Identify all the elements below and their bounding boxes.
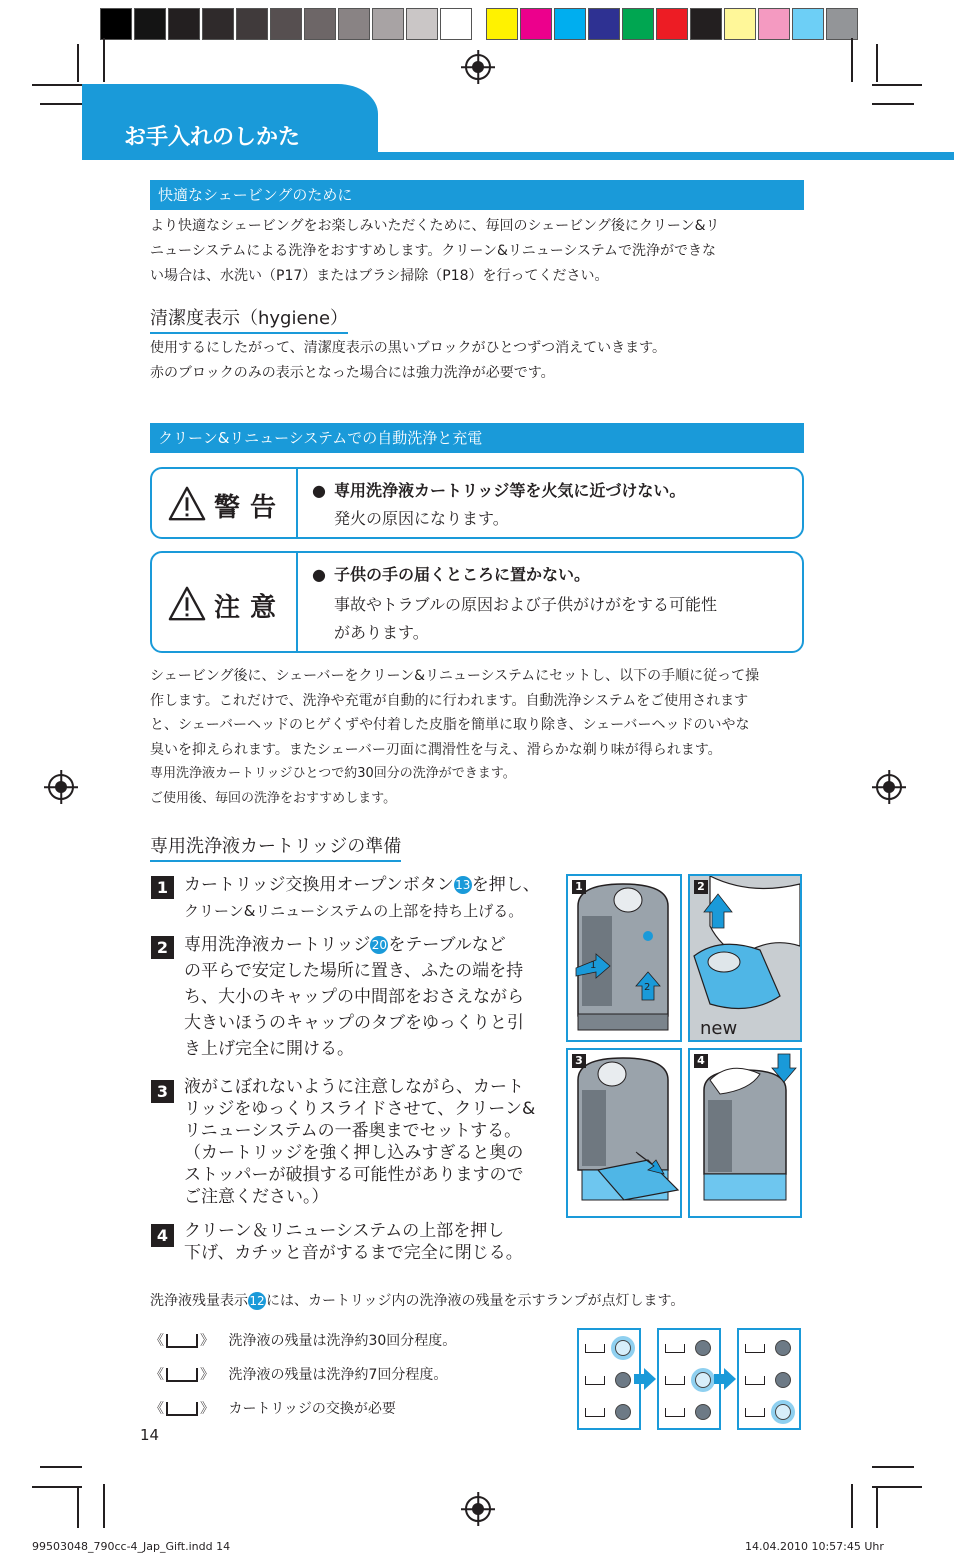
- lamp-icon: [615, 1340, 631, 1356]
- footer-file: 99503048_790cc-4_Jap_Gift.indd 14: [32, 1540, 231, 1553]
- crop-mark: [872, 1486, 922, 1488]
- hygiene-heading: 清潔度表示（hygiene）: [150, 304, 348, 334]
- crop-mark: [872, 1466, 914, 1468]
- crop-mark: [40, 1466, 82, 1468]
- crop-mark: [876, 1488, 878, 1528]
- crop-mark: [77, 1488, 79, 1528]
- step-2-text: [184, 932, 524, 1062]
- color-swatch: [202, 8, 234, 40]
- caution-body: [334, 591, 717, 647]
- text-line: 洗浄液残量表示: [150, 1293, 248, 1309]
- text-line: 使用するにしたがって、清潔度表示の黒いブロックがひとつずつ消えていきます。: [150, 340, 667, 356]
- registration-mark-icon: [876, 774, 902, 800]
- text-line: 臭いを抑えられます。またシェーバー刃面に潤滑性を与え、滑らかな剃り味が得られます。: [150, 741, 722, 758]
- step-number: 3: [151, 1080, 174, 1103]
- bracket: 》: [200, 1333, 214, 1349]
- color-swatch: [372, 8, 404, 40]
- level-icon: [745, 1376, 765, 1385]
- step-4-text: [184, 1220, 523, 1264]
- text-line: ニューシステムによる洗浄をおすすめします。クリーン&リニューシステムで洗浄ができな: [150, 243, 717, 259]
- text-line: を押し、: [471, 875, 540, 895]
- level-icon: [665, 1408, 685, 1417]
- section-heading-shaving: 快適なシェービングのために: [150, 180, 804, 210]
- color-swatch: [622, 8, 654, 40]
- panel-number: 4: [694, 1054, 708, 1068]
- level-icon: [585, 1376, 605, 1385]
- caution-label: 注意: [214, 593, 287, 623]
- swatch-gap: [474, 8, 486, 42]
- indicator-row: [665, 1338, 715, 1358]
- warning-box: [150, 467, 804, 539]
- level-row-30: [150, 1330, 456, 1350]
- level-icon: [745, 1344, 765, 1353]
- crop-mark: [872, 84, 922, 86]
- bracket: 《: [150, 1401, 164, 1417]
- color-swatch: [486, 8, 518, 40]
- color-swatch: [168, 8, 200, 40]
- text-line: 事故やトラブルの原因および子供がけがをする可能性: [334, 595, 718, 614]
- warning-triangle-icon: [168, 485, 206, 523]
- text-line: き上げ完全に開ける。: [184, 1039, 354, 1059]
- indicator-row: [585, 1338, 635, 1358]
- text-line: ち、大小のキャップの中間部をおさえながら: [184, 987, 524, 1007]
- lamp-icon: [695, 1404, 711, 1420]
- hygiene-paragraph: [150, 336, 806, 386]
- ref-number-icon: 20: [371, 938, 387, 952]
- illustration-panel-4: [688, 1048, 802, 1218]
- text-line: 赤のブロックのみの表示となった場合には強力洗浄が必要です。: [150, 365, 555, 381]
- color-calibration-bar: [100, 8, 860, 42]
- indicator-row: [745, 1338, 795, 1358]
- color-swatch: [724, 8, 756, 40]
- text-line: 大きいほうのキャップのタブをゆっくりと引: [184, 1013, 524, 1033]
- bracket: 》: [200, 1401, 214, 1417]
- color-swatch: [406, 8, 438, 40]
- indicator-row: [665, 1402, 715, 1422]
- crop-mark: [103, 38, 105, 82]
- level-empty-icon: [166, 1402, 198, 1416]
- text-line: シェービング後に、シェーバーをクリーン&リニューシステムにセットし、以下の手順に従って操: [150, 668, 760, 684]
- color-swatch: [758, 8, 790, 40]
- level-icon: [665, 1376, 685, 1385]
- lamp-icon: [695, 1340, 711, 1356]
- bracket: 《: [150, 1367, 164, 1383]
- text-line: ご使用後、毎回の洗浄をおすすめします。: [150, 790, 397, 806]
- text-line: の平らで安定した場所に置き、ふたの端を持: [184, 961, 524, 981]
- color-swatch: [338, 8, 370, 40]
- indicator-panel-2: [657, 1328, 721, 1430]
- registration-mark-icon: [465, 1496, 491, 1522]
- color-swatch: [520, 8, 552, 40]
- text-line: カートリッジ交換用オープンボタン: [184, 875, 454, 895]
- cartridge-insert-illustration: [568, 1050, 680, 1216]
- color-swatch: [690, 8, 722, 40]
- cartridge-opening-illustration: [690, 876, 800, 1040]
- text-line: 作します。これだけで、洗浄や充電が自動的に行われます。自動洗浄システムをご使用されます: [150, 692, 749, 709]
- crop-mark: [32, 1486, 82, 1488]
- text-line: ストッパーが破損する可能性がありますので: [184, 1165, 524, 1185]
- step-3-text: [184, 1076, 535, 1208]
- panel-number: 3: [572, 1054, 586, 1068]
- step-number: 1: [151, 876, 174, 899]
- registration-mark-icon: [48, 774, 74, 800]
- text-line: リニューシステムの一番奥までセットする。: [184, 1121, 522, 1141]
- indicator-row: [745, 1402, 795, 1422]
- level-description: 洗浄液の残量は洗浄約7回分程度。: [228, 1367, 448, 1383]
- warning-title: 専用洗浄液カートリッジ等を火気に近づけない。: [334, 481, 686, 500]
- registration-mark-icon: [465, 54, 491, 80]
- level-row-7: [150, 1364, 447, 1384]
- text-line: 下げ、カチッと音がするまで完全に閉じる。: [184, 1243, 523, 1263]
- text-line: より快適なシェービングをお楽しみいただくために、毎回のシェービング後にクリーン&リ: [150, 218, 720, 234]
- color-swatch: [134, 8, 166, 40]
- illustration-panel-3: [566, 1048, 682, 1218]
- color-swatch: [588, 8, 620, 40]
- level-intro: [150, 1290, 684, 1310]
- text-line: い場合は、水洗い（P17）またはブラシ掃除（P18）を行ってください。: [150, 268, 609, 284]
- panel-number: 2: [694, 880, 708, 894]
- text-line: クリーン＆リニューシステムの上部を押し: [184, 1221, 505, 1241]
- warning-body: 発火の原因になります。: [334, 509, 509, 528]
- color-swatch: [304, 8, 336, 40]
- arrow-label: 2: [644, 982, 651, 993]
- caution-triangle-icon: [168, 585, 206, 623]
- arrow-label: 1: [590, 960, 597, 971]
- text-line: リッジをゆっくりスライドさせて、クリーン&: [184, 1099, 536, 1119]
- arrow-right-icon: [724, 1368, 736, 1390]
- crop-mark: [851, 38, 853, 82]
- step-number: 4: [151, 1224, 174, 1247]
- shaving-paragraph: [150, 214, 806, 289]
- lamp-icon: [775, 1340, 791, 1356]
- crop-mark: [851, 1484, 853, 1528]
- text-line: をテーブルなど: [388, 935, 506, 955]
- cleaning-station-open-illustration: [568, 876, 680, 1040]
- level-icon: [585, 1408, 605, 1417]
- color-swatch: [100, 8, 132, 40]
- illustration-panel-1: [566, 874, 682, 1042]
- auto-clean-paragraph: [150, 664, 806, 811]
- page-number: 14: [140, 1426, 160, 1444]
- caution-title: 子供の手の届くところに置かない。: [334, 565, 591, 584]
- cartridge-heading: 専用洗浄液カートリッジの準備: [150, 832, 401, 862]
- lamp-icon: [615, 1372, 631, 1388]
- color-swatch: [826, 8, 858, 40]
- crop-mark: [77, 44, 79, 82]
- lamp-icon: [695, 1372, 711, 1388]
- indicator-row: [585, 1402, 635, 1422]
- lamp-icon: [775, 1372, 791, 1388]
- section-heading-auto-clean: クリーン&リニューシステムでの自動洗浄と充電: [150, 423, 804, 453]
- indicator-panel-3: [737, 1328, 801, 1430]
- warning-label: 警告: [214, 493, 287, 523]
- text-line: 液がこぼれないように注意しながら、カート: [184, 1077, 524, 1097]
- text-line: があります。: [334, 623, 429, 642]
- bullet-icon: ●: [312, 481, 326, 500]
- text-line: と、シェーバーヘッドのヒゲくずや付着した皮脂を簡単に取り除き、シェーバーヘッドのいやな: [150, 717, 750, 733]
- footer-timestamp: 14.04.2010 10:57:45 Uhr: [745, 1540, 884, 1553]
- color-swatch: [554, 8, 586, 40]
- panel-number: 1: [572, 880, 586, 894]
- color-swatch: [270, 8, 302, 40]
- station-close-illustration: [690, 1050, 800, 1216]
- crop-mark: [876, 44, 878, 82]
- crop-mark: [32, 84, 82, 86]
- level-description: 洗浄液の残量は洗浄約30回分程度。: [228, 1333, 457, 1349]
- text-line: 専用洗浄液カートリッジ: [184, 935, 371, 955]
- crop-mark: [40, 103, 82, 105]
- arrow-right-icon: [644, 1368, 656, 1390]
- text-line: 専用洗浄液カートリッジひとつで約30回分の洗浄ができます。: [150, 766, 516, 781]
- illustration-panel-2: [688, 874, 802, 1042]
- title-underline: [82, 152, 954, 160]
- color-swatch: [656, 8, 688, 40]
- indicator-row: [745, 1370, 795, 1390]
- text-line: ご注意ください。）: [184, 1187, 329, 1207]
- indicator-row: [665, 1370, 715, 1390]
- lamp-icon: [775, 1404, 791, 1420]
- new-label: new: [700, 1018, 738, 1039]
- text-line: クリーン&リニューシステムの上部を持ち上げる。: [184, 902, 524, 920]
- bracket: 《: [150, 1333, 164, 1349]
- step-1-text: [184, 872, 540, 924]
- bracket: 》: [200, 1367, 214, 1383]
- level-icon: [665, 1344, 685, 1353]
- ref-number-icon: 13: [455, 878, 471, 892]
- ref-number-icon: 12: [249, 1294, 265, 1308]
- page-title: お手入れのしかた: [124, 125, 301, 150]
- level-description: カートリッジの交換が必要: [228, 1401, 396, 1417]
- level-row-empty: [150, 1398, 396, 1418]
- lamp-icon: [615, 1404, 631, 1420]
- step-number: 2: [151, 936, 174, 959]
- caution-box: [150, 551, 804, 653]
- text-line: （カートリッジを強く押し込みすぎると奥の: [184, 1143, 524, 1163]
- level-icon: [585, 1344, 605, 1353]
- indicator-panel-1: [577, 1328, 641, 1430]
- color-swatch: [440, 8, 472, 40]
- color-swatch: [792, 8, 824, 40]
- level-low-icon: [166, 1368, 198, 1382]
- bullet-icon: ●: [312, 565, 326, 584]
- color-swatch: [236, 8, 268, 40]
- crop-mark: [103, 1484, 105, 1528]
- indicator-row: [585, 1370, 635, 1390]
- crop-mark: [872, 103, 914, 105]
- text-line: には、カートリッジ内の洗浄液の残量を示すランプが点灯します。: [266, 1293, 685, 1309]
- level-full-icon: [166, 1334, 198, 1348]
- level-icon: [745, 1408, 765, 1417]
